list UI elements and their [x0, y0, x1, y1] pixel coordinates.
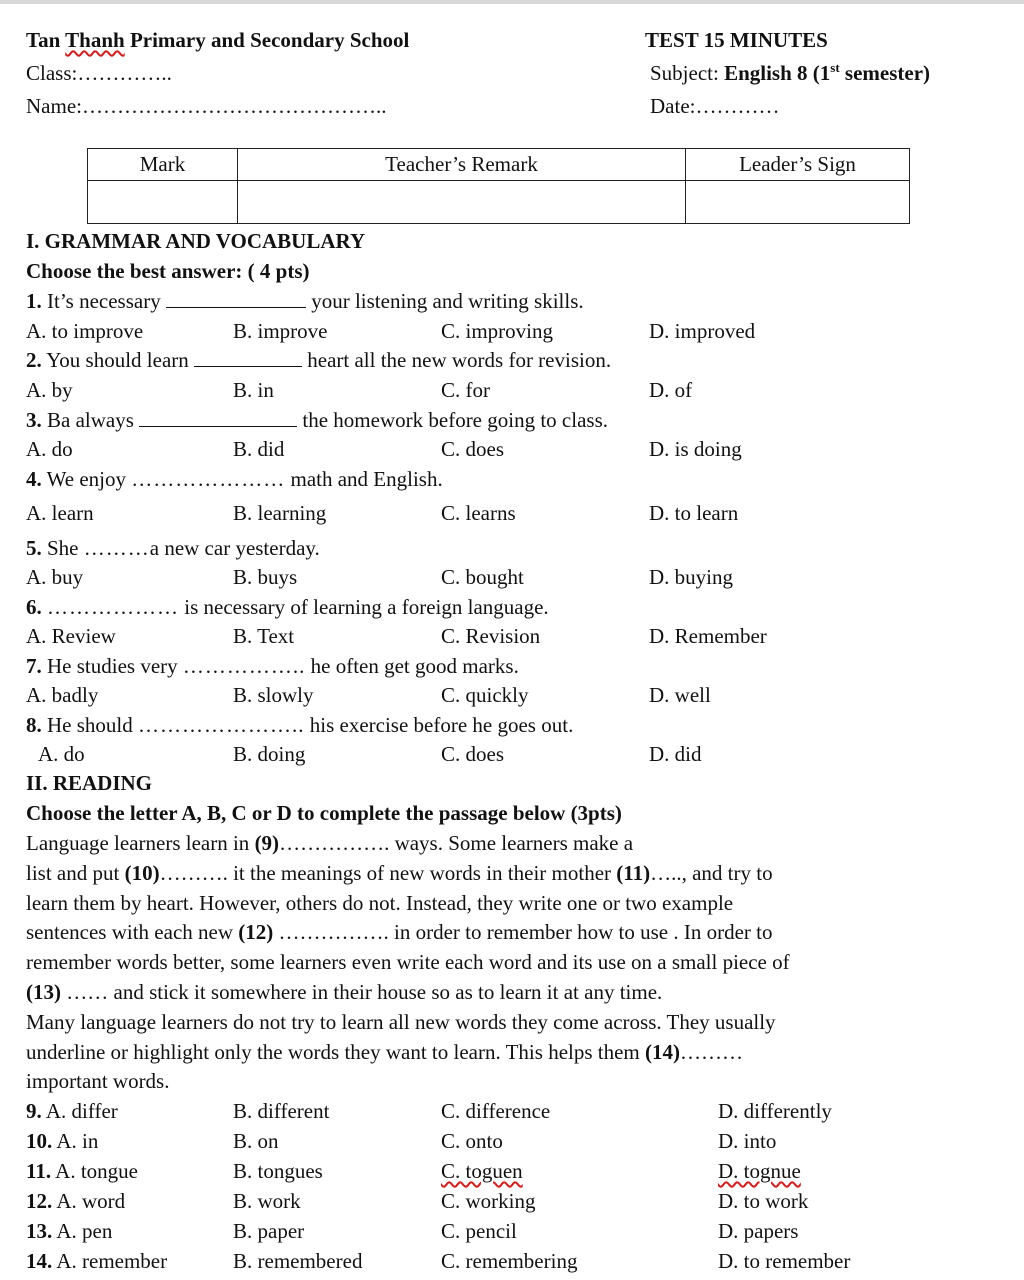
question-text: She — [41, 536, 84, 560]
option-b: B. Text — [233, 624, 295, 648]
option-d: D. is doing — [649, 437, 742, 461]
reading-option-b: B. work — [233, 1189, 301, 1213]
option-b: B. buys — [233, 565, 298, 589]
question-number: 8. — [26, 713, 42, 737]
section-instruction: Choose the letter A, B, C or D to complete the passage below (3pts) — [26, 801, 622, 825]
question-number: 1. — [26, 289, 42, 313]
option-text: A. in — [52, 1129, 99, 1153]
question-number: 5. — [26, 536, 42, 560]
subject-prefix: Subject: — [650, 61, 725, 85]
question — [26, 593, 549, 621]
page-top-border — [0, 0, 1024, 4]
blank-number: (13) — [26, 980, 61, 1004]
reading-option-d: D. to remember — [718, 1249, 851, 1273]
passage-text: Language learners learn in — [26, 831, 255, 855]
passage-line — [26, 889, 733, 917]
blank-number: (11) — [616, 861, 651, 885]
leader-sign-header: Leader’s Sign — [686, 149, 910, 181]
option-a: A. by — [26, 378, 73, 402]
school-name-part: Primary and Secondary School — [124, 28, 410, 52]
question-number: 13. — [26, 1219, 53, 1243]
option-c: C. Revision — [441, 624, 541, 648]
reading-option-a — [26, 1157, 138, 1185]
section-title: II. READING — [26, 771, 153, 795]
class-field: Class:………….. — [26, 61, 172, 85]
remark-table — [87, 148, 910, 224]
option-d: D. well — [649, 683, 711, 707]
reading-option-c: C. remembering — [441, 1249, 578, 1273]
reading-option-d: D. differently — [718, 1099, 832, 1123]
option-a: A. badly — [26, 683, 99, 707]
option-d: D. did — [649, 742, 702, 766]
test-title: TEST 15 MINUTES — [645, 28, 828, 52]
date-field: Date:………… — [650, 94, 780, 118]
passage-text: underline or highlight only the words they want to learn. This helps them — [26, 1040, 646, 1064]
blank-number: (12) — [238, 920, 274, 944]
passage-text: ……………. in order to remember how to use . In order to — [273, 920, 773, 944]
option-text: A. word — [52, 1189, 126, 1213]
question-text: is necessary of learning a foreign language. — [179, 595, 549, 619]
reading-option-a — [26, 1127, 98, 1155]
passage-text: ….., and try to — [650, 861, 773, 885]
reading-option-c: C. onto — [441, 1129, 503, 1153]
option-b: B. learning — [233, 501, 327, 525]
reading-option-a — [26, 1247, 167, 1275]
answer-blank — [166, 289, 306, 308]
blank-number: (9) — [254, 831, 280, 855]
question-text: Ba always — [41, 408, 140, 432]
option-d: D. to learn — [649, 501, 739, 525]
option-b: B. improve — [233, 319, 328, 343]
passage-text: remember words better, some learners even write each word and its use on a small piece of — [26, 950, 790, 974]
answer-dots: ……… — [83, 536, 150, 560]
blank-number: (14) — [645, 1040, 681, 1064]
reading-option-b: B. remembered — [233, 1249, 363, 1273]
section-title: I. GRAMMAR AND VOCABULARY — [26, 229, 366, 253]
question-number: 14. — [26, 1249, 53, 1273]
answer-dots: …………….. — [182, 654, 306, 678]
question-number: 9. — [26, 1099, 42, 1123]
option-a: A. do — [26, 437, 73, 461]
option-c: C. quickly — [441, 683, 529, 707]
option-c: C. does — [441, 437, 504, 461]
reading-option-a — [26, 1097, 118, 1125]
option-b: B. slowly — [233, 683, 314, 707]
subject-sup: st — [830, 60, 840, 75]
reading-option-a — [26, 1187, 125, 1215]
passage-text: sentences with each new — [26, 920, 239, 944]
question-text: We enjoy — [41, 467, 132, 491]
reading-option-c: C. toguen — [441, 1159, 523, 1183]
question — [26, 534, 320, 562]
option-c: C. improving — [441, 319, 554, 343]
passage-text: learn them by heart. However, others do not. Instead, they write one or two example — [26, 891, 734, 915]
answer-dots: ………………….. — [138, 713, 305, 737]
option-d: D. improved — [649, 319, 756, 343]
reading-option-b: B. different — [233, 1099, 330, 1123]
mark-cell — [88, 181, 238, 224]
option-d: D. buying — [649, 565, 733, 589]
question — [26, 346, 611, 374]
option-b: B. doing — [233, 742, 306, 766]
passage-line — [26, 948, 790, 976]
question-text: math and English. — [285, 467, 443, 491]
section-instruction: Choose the best answer: ( 4 pts) — [26, 259, 310, 283]
passage-line — [26, 1008, 776, 1036]
passage-text: important words. — [26, 1069, 170, 1093]
passage-line — [26, 918, 772, 946]
option-d: D. Remember — [649, 624, 767, 648]
question — [26, 465, 443, 493]
passage-line — [26, 859, 773, 887]
reading-option-c: C. pencil — [441, 1219, 517, 1243]
passage-text: …… and stick it somewhere in their house so as to learn it at any time. — [61, 980, 663, 1004]
school-name — [26, 26, 409, 54]
leader-sign-cell — [686, 181, 910, 224]
reading-option-d: D. tognue — [718, 1159, 801, 1183]
reading-option-a — [26, 1217, 112, 1245]
passage-line — [26, 978, 662, 1006]
option-c: C. learns — [441, 501, 516, 525]
question-number: 4. — [26, 467, 42, 491]
reading-option-d: D. to work — [718, 1189, 809, 1213]
option-c: C. for — [441, 378, 490, 402]
question-text: You should learn — [41, 348, 195, 372]
option-a: A. do — [38, 742, 85, 766]
reading-option-b: B. tongues — [233, 1159, 323, 1183]
subject-line — [650, 59, 930, 87]
passage-text: ………. it the meanings of new words in their mother — [159, 861, 617, 885]
answer-blank — [139, 408, 297, 427]
passage-line — [26, 1038, 743, 1066]
question-number: 12. — [26, 1189, 53, 1213]
option-a: A. to improve — [26, 319, 144, 343]
question-number: 11. — [26, 1159, 52, 1183]
question-text: a new car yesterday. — [149, 536, 320, 560]
reading-option-b: B. paper — [233, 1219, 305, 1243]
option-c: C. bought — [441, 565, 524, 589]
option-a: A. Review — [26, 624, 116, 648]
option-text: A. differ — [41, 1099, 118, 1123]
passage-line — [26, 829, 633, 857]
passage-text: Many language learners do not try to learn all new words they come across. They usually — [26, 1010, 776, 1034]
question-text: his exercise before he goes out. — [304, 713, 574, 737]
passage-text: ……………. ways. Some learners make a — [279, 831, 634, 855]
option-text: A. pen — [52, 1219, 113, 1243]
question-number: 10. — [26, 1129, 53, 1153]
reading-option-c: C. working — [441, 1189, 536, 1213]
question-number: 2. — [26, 348, 42, 372]
option-a: A. buy — [26, 565, 84, 589]
option-d: D. of — [649, 378, 693, 402]
reading-option-d: D. papers — [718, 1219, 799, 1243]
option-text: A. tongue — [51, 1159, 139, 1183]
question-text: heart all the new words for revision. — [302, 348, 612, 372]
question-number: 6. — [26, 595, 42, 619]
passage-text: list and put — [26, 861, 125, 885]
school-name-part: Tan — [26, 28, 66, 52]
option-text: A. remember — [52, 1249, 168, 1273]
mark-header: Mark — [88, 149, 238, 181]
reading-option-c: C. difference — [441, 1099, 551, 1123]
passage-text: ……… — [680, 1040, 744, 1064]
answer-dots: ……………… — [47, 595, 179, 619]
blank-number: (10) — [124, 861, 160, 885]
teacher-remark-header: Teacher’s Remark — [238, 149, 686, 181]
question — [26, 711, 573, 739]
question — [26, 287, 584, 315]
question-number: 7. — [26, 654, 42, 678]
reading-option-b: B. on — [233, 1129, 279, 1153]
question-text: he often get good marks. — [305, 654, 519, 678]
option-b: B. in — [233, 378, 274, 402]
question-text: He should — [41, 713, 138, 737]
passage-line — [26, 1067, 169, 1095]
subject-name: English 8 (1 — [724, 61, 831, 85]
question — [26, 652, 519, 680]
answer-blank — [194, 348, 302, 367]
question-text: He studies very — [41, 654, 183, 678]
option-a: A. learn — [26, 501, 94, 525]
answer-dots: ………………… — [131, 467, 286, 491]
option-b: B. did — [233, 437, 285, 461]
question — [26, 406, 608, 434]
option-c: C. does — [441, 742, 504, 766]
school-name-part: Thanh — [65, 28, 125, 52]
name-field: Name:…………………………………….. — [26, 94, 387, 118]
teacher-remark-cell — [238, 181, 686, 224]
reading-option-d: D. into — [718, 1129, 777, 1153]
question-number: 3. — [26, 408, 42, 432]
question-text: It’s necessary — [41, 289, 166, 313]
subject-semester: semester) — [839, 61, 931, 85]
question-text: your listening and writing skills. — [305, 289, 584, 313]
question-text: the homework before going to class. — [297, 408, 608, 432]
